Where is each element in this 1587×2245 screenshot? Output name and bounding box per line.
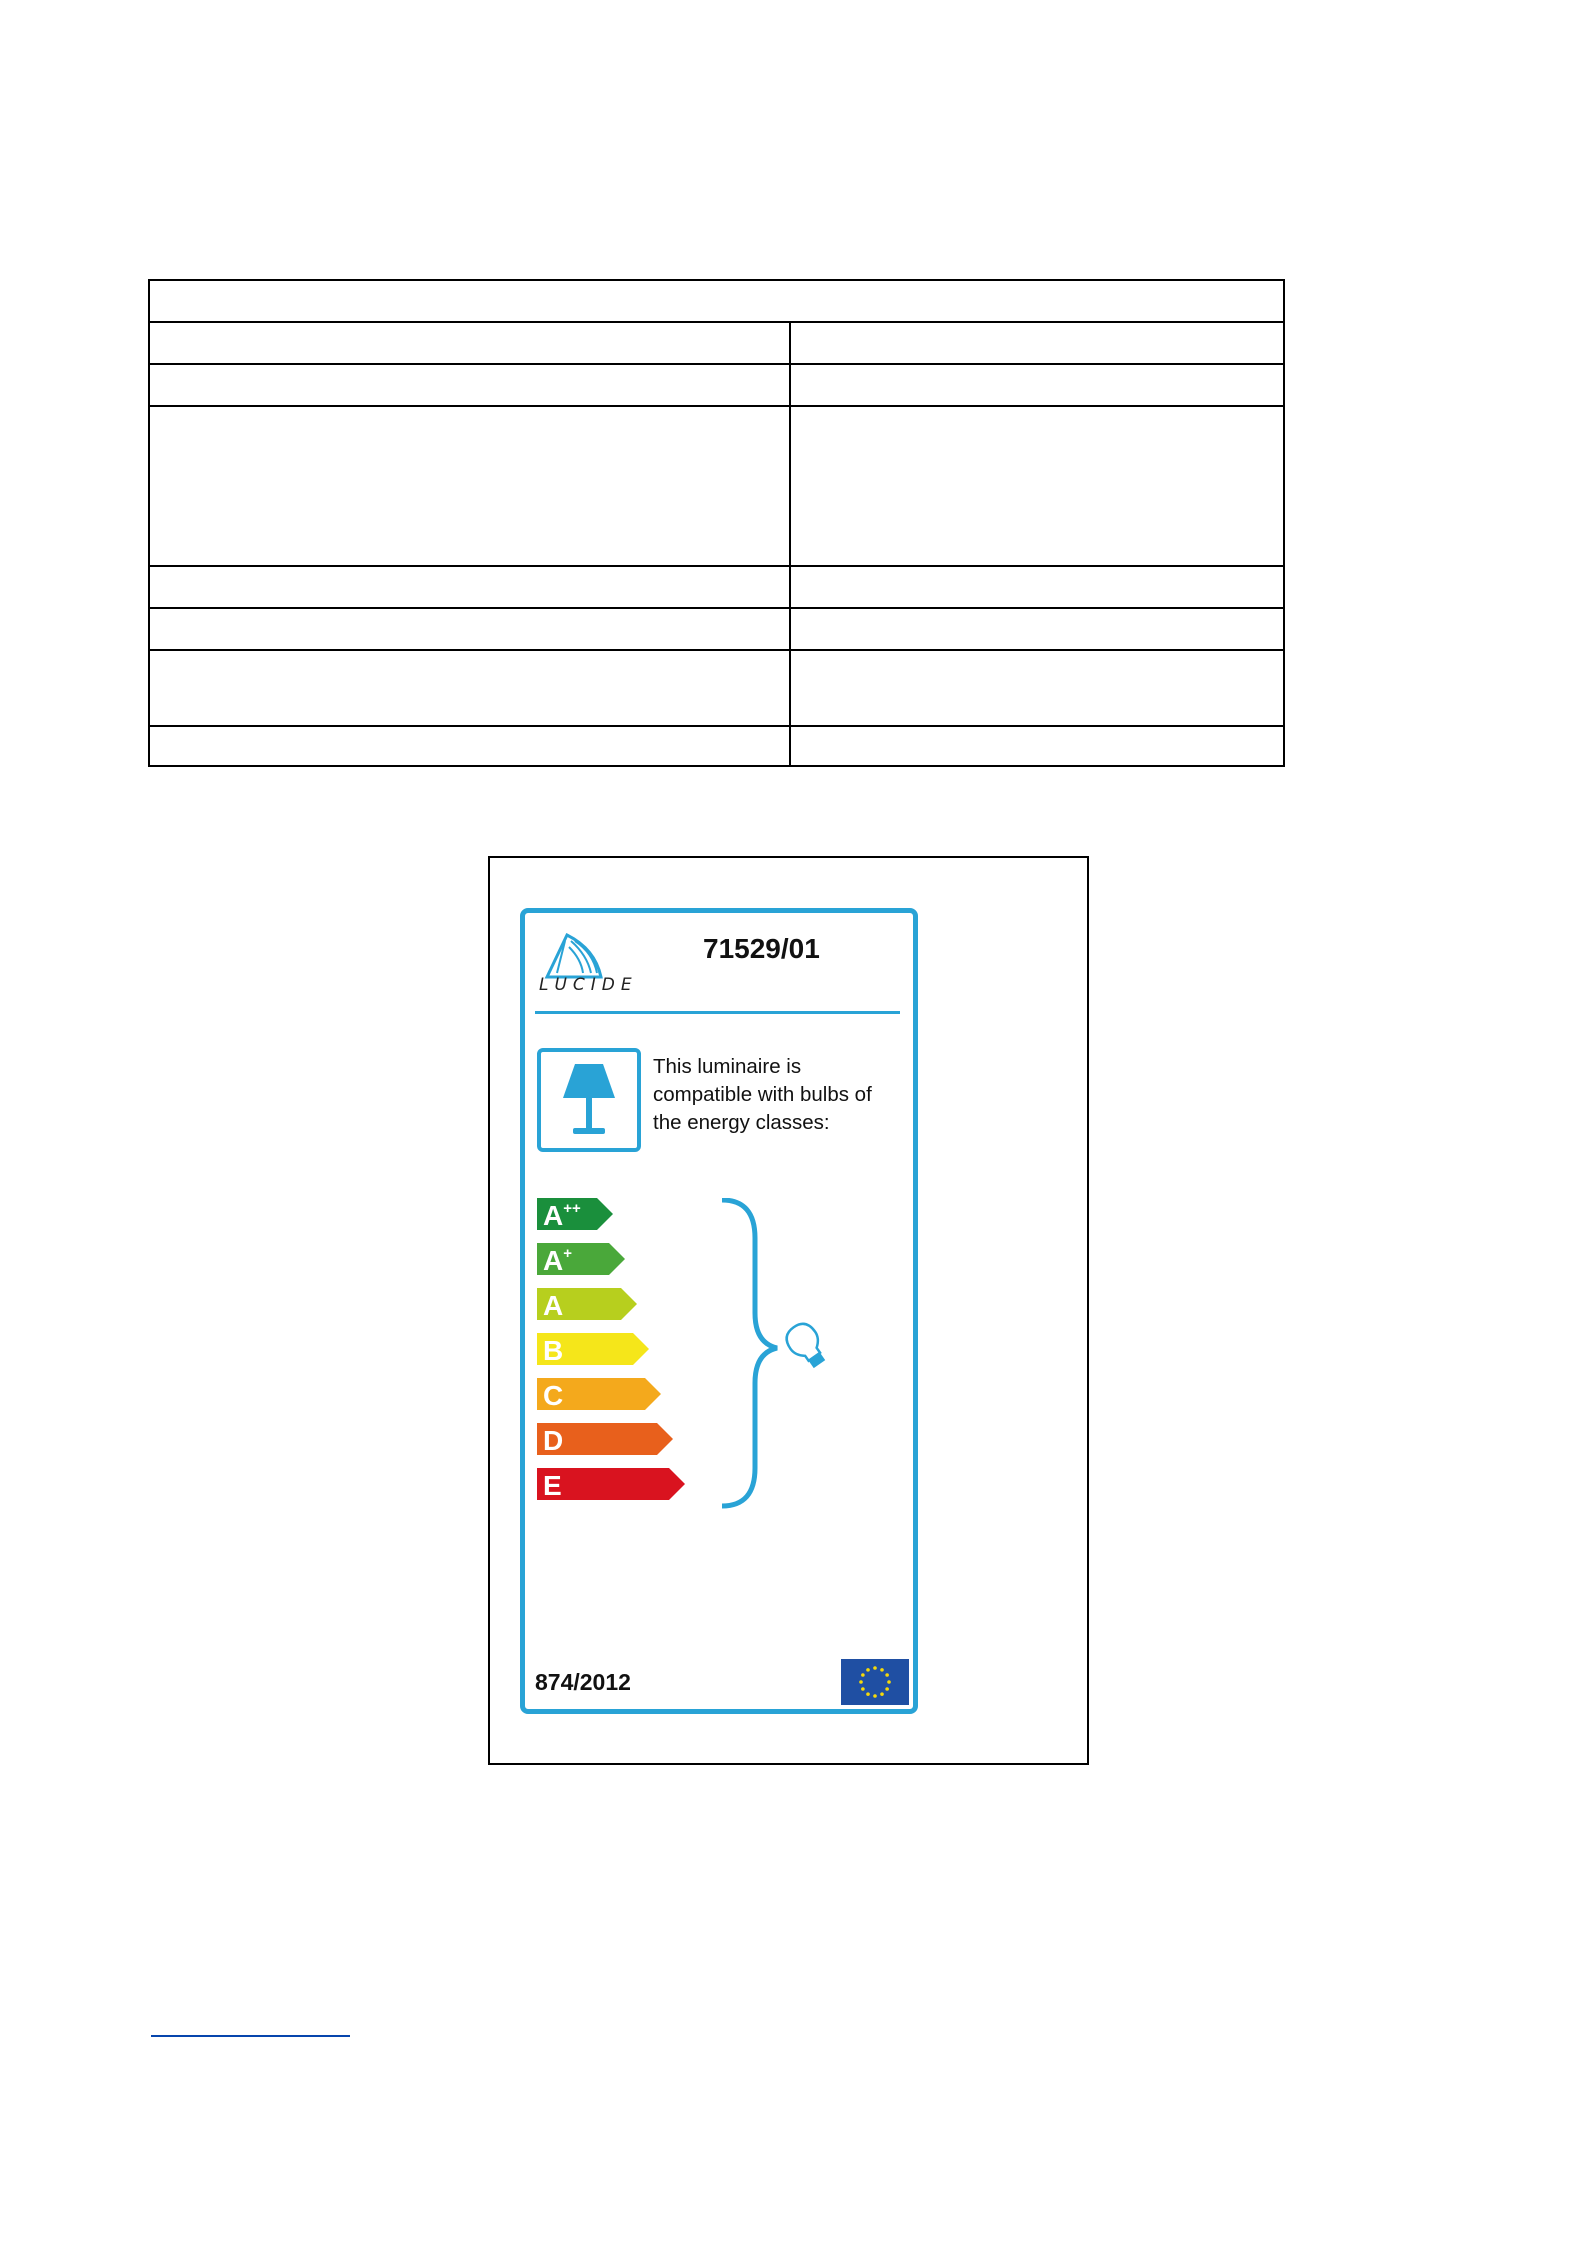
lucide-logo-icon [535,927,645,1007]
lamp-box [537,1048,641,1152]
energy-class-chart [537,1198,917,1518]
energy-class-bar [537,1243,625,1276]
energy-label-card [520,908,918,1714]
table-cell [149,322,790,364]
energy-class-letter: D [543,1425,564,1456]
model-number: 71529/01 [703,933,820,964]
energy-class-letter: A++ [543,1200,581,1231]
energy-class-letter: E [543,1470,562,1501]
energy-class-bar [537,1198,613,1231]
table-row [149,364,1284,406]
table-lamp-icon [541,1052,637,1148]
compatibility-text: This luminaire is compatible with bulbs of the energy classes: [653,1055,872,1134]
table-cell [790,650,1284,726]
table-cell [790,608,1284,650]
table-cell [790,406,1284,566]
table-row [149,726,1284,766]
table-cell [149,280,1284,322]
energy-class-letter: A [543,1290,564,1321]
light-bulb-icon [781,1319,831,1373]
eu-flag-icon [841,1659,909,1705]
table-row [149,650,1284,726]
table-row [149,608,1284,650]
energy-class-bar [537,1288,637,1321]
table-cell [790,726,1284,766]
energy-class-letter: C [543,1380,564,1411]
energy-class-letter: B [543,1335,564,1366]
table-cell [149,650,790,726]
energy-class-bar [537,1423,673,1456]
footer-link[interactable] [151,2035,350,2037]
energy-class-bar [537,1333,649,1366]
header-divider [535,1011,900,1014]
curly-brace-icon [722,1200,777,1506]
table-cell [149,406,790,566]
table-row [149,322,1284,364]
table-header-row [149,280,1284,322]
table-cell [790,322,1284,364]
regulation-number: 874/2012 [535,1669,631,1695]
table-cell [149,726,790,766]
spec-table [148,279,1285,767]
table-cell [790,566,1284,608]
energy-class-bar [537,1378,661,1411]
energy-label-frame [488,856,1089,1765]
table-row [149,406,1284,566]
table-cell [149,566,790,608]
energy-class-letter: A+ [543,1245,572,1276]
table-row [149,566,1284,608]
energy-class-bar [537,1468,685,1501]
table-cell [149,608,790,650]
table-cell [149,364,790,406]
table-cell [790,364,1284,406]
brand-name: LUCIDE [539,975,638,995]
